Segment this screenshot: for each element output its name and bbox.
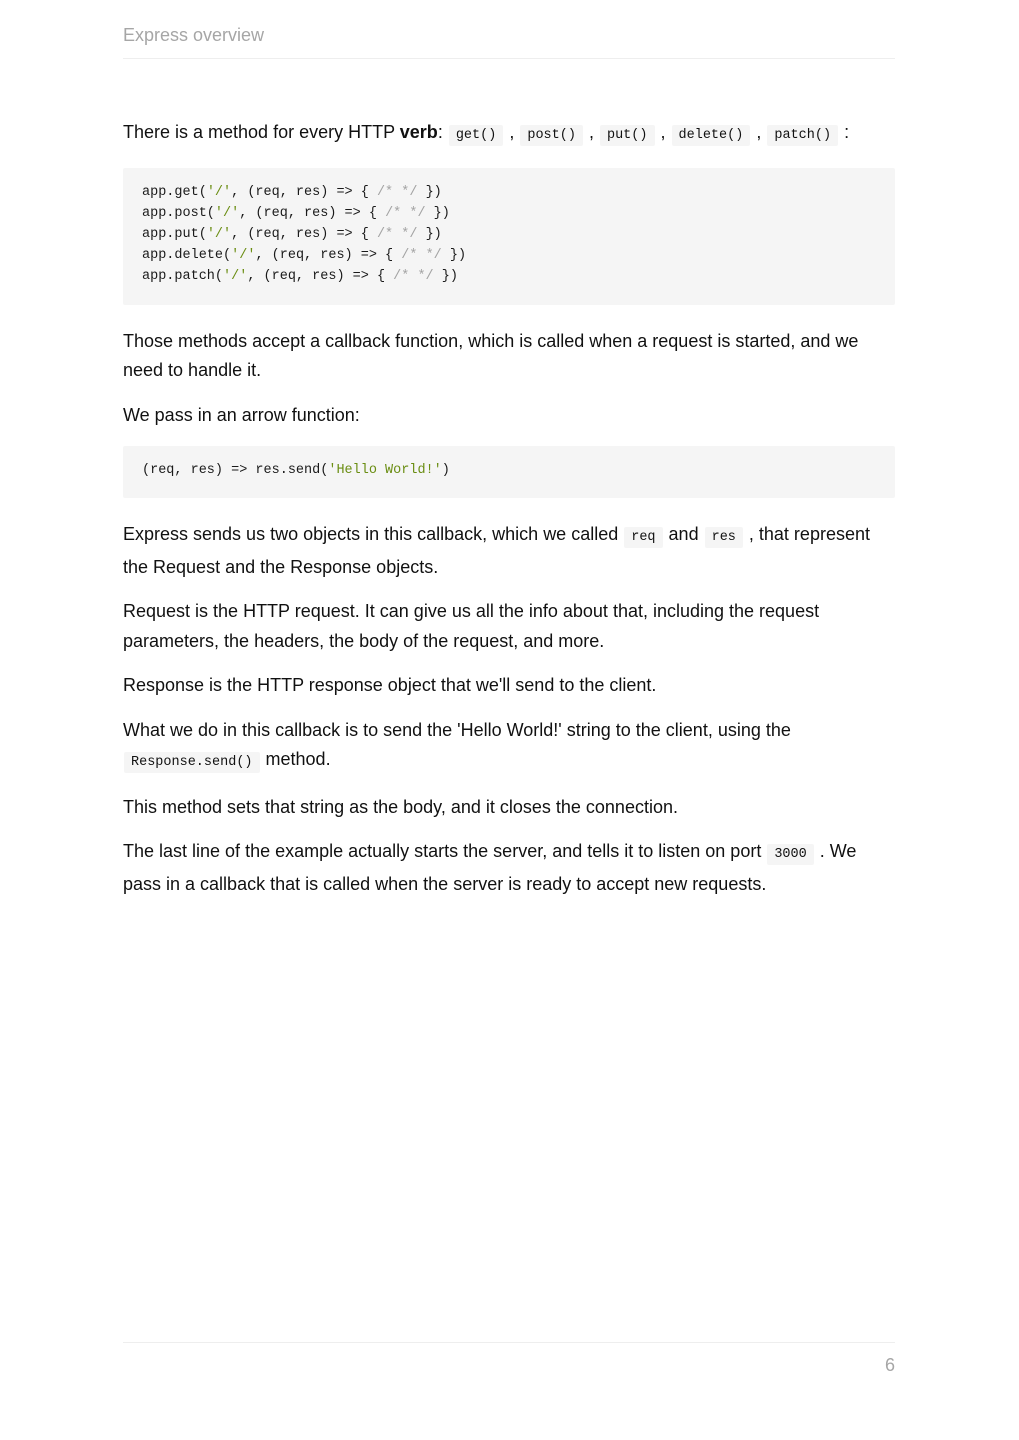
code-block-arrow-function	[123, 446, 895, 498]
separator: ,	[751, 122, 767, 142]
code-delete: delete()	[672, 125, 751, 146]
code-line: app.patch('/', (req, res) => { /* */ })	[142, 268, 458, 284]
code-line: app.delete('/', (req, res) => { /* */ })	[142, 247, 467, 263]
arrow-function-paragraph: We pass in an arrow function:	[123, 404, 360, 425]
page-number: 6	[884, 1355, 895, 1375]
separator: ,	[504, 122, 520, 142]
code-patch: patch()	[767, 125, 838, 146]
page-footer	[123, 1342, 895, 1375]
separator: ,	[655, 122, 671, 142]
text-span: There is a method for every HTTP	[123, 122, 400, 142]
header-title: Express overview	[123, 25, 265, 45]
http-verbs-paragraph	[123, 118, 895, 151]
text-span: :	[437, 122, 448, 142]
code-response-send: Response.send()	[124, 752, 260, 773]
code-line: app.put('/', (req, res) => { /* */ })	[142, 226, 442, 242]
code-req: req	[624, 527, 662, 548]
req-res-paragraph	[123, 520, 895, 582]
code-res: res	[705, 527, 743, 548]
code-line: (req, res) => res.send('Hello World!')	[142, 463, 450, 478]
text-span: method.	[260, 749, 331, 769]
request-paragraph: Request is the HTTP request. It can give us all the info about that, including the request parameters, the headers, the body of the request, and more.	[123, 601, 820, 651]
code-post: post()	[520, 125, 583, 146]
main-content	[123, 118, 895, 914]
text-span: . We pass in a callback that is called when the server is ready to accept new requests.	[123, 841, 857, 894]
code-line: app.post('/', (req, res) => { /* */ })	[142, 205, 450, 221]
response-paragraph: Response is the HTTP response object that we'll send to the client.	[123, 675, 657, 695]
separator: ,	[583, 122, 599, 142]
listen-paragraph	[123, 837, 895, 899]
body-paragraph: This method sets that string as the body, and it closes the connection.	[123, 796, 678, 817]
send-paragraph	[123, 716, 895, 778]
text-span: and	[663, 524, 704, 544]
text-span: The last line of the example actually starts the server, and tells it to listen on port	[123, 841, 767, 861]
text-span: :	[839, 122, 850, 142]
code-put: put()	[600, 125, 655, 146]
text-span: Express sends us two objects in this callback, which we called	[123, 524, 624, 544]
callback-paragraph: Those methods accept a callback function, which is called when a request is started, and we need to handle it.	[123, 330, 859, 380]
bold-verb: verb	[399, 122, 438, 142]
code-port: 3000	[767, 844, 813, 865]
code-get: get()	[449, 125, 504, 146]
page-header	[123, 22, 895, 59]
text-span: What we do in this callback is to send the 'Hello World!' string to the client, using the	[123, 719, 791, 740]
code-block-http-methods	[123, 168, 895, 305]
code-line: app.get('/', (req, res) => { /* */ })	[142, 184, 442, 200]
text-span: , that represent the Request and the Response objects.	[123, 524, 870, 577]
